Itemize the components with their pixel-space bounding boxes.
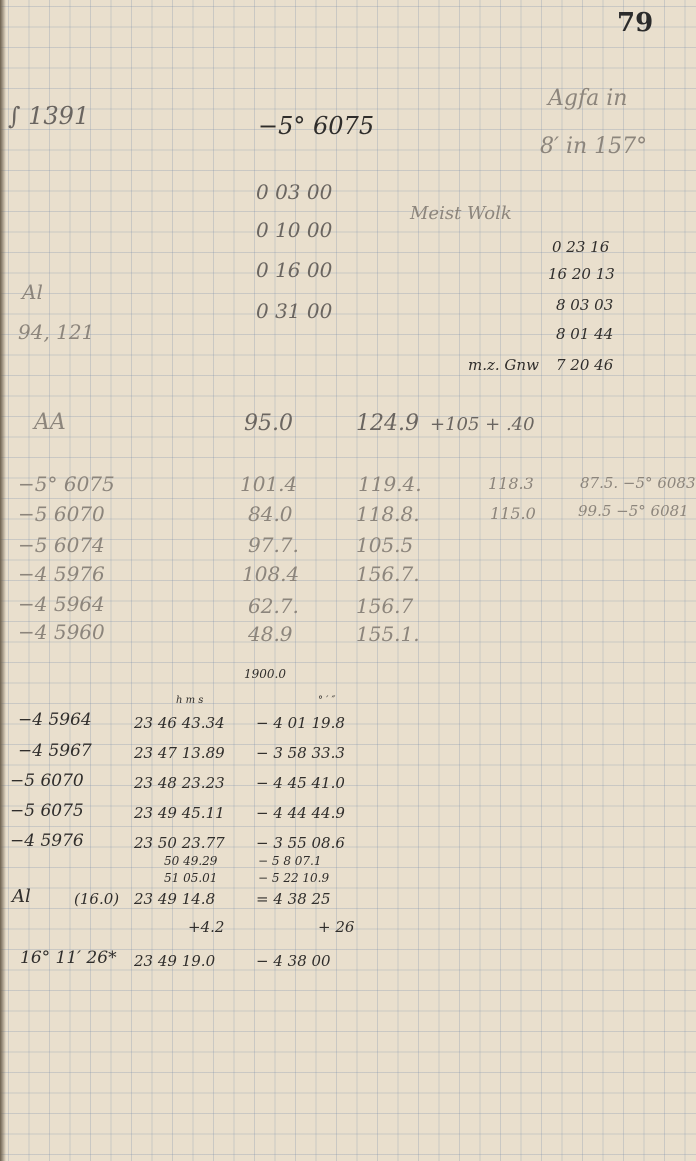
measure-a: 97.7. bbox=[248, 533, 299, 557]
observation-note: Meist Wolk bbox=[410, 203, 512, 224]
measure-star: −5 6074 bbox=[18, 533, 105, 557]
position-dec: − 4 01 19.8 bbox=[256, 714, 345, 732]
position-ra: 23 46 43.34 bbox=[134, 714, 225, 732]
measure-star: −4 5960 bbox=[18, 620, 105, 644]
measure-header-a: 95.0 bbox=[244, 411, 293, 436]
dec-units: ° ′ ″ bbox=[318, 695, 336, 706]
time-right-row: 8 01 44 bbox=[556, 325, 614, 343]
measure-header-b: 124.9 bbox=[356, 411, 419, 436]
result-dec: = 4 38 25 bbox=[256, 890, 331, 908]
measure-c: 118.3 bbox=[488, 474, 534, 493]
measure-b: 156.7. bbox=[356, 562, 420, 586]
position-star: −4 5976 bbox=[10, 831, 84, 851]
position-dec: − 3 55 08.6 bbox=[256, 834, 345, 852]
measures-label: AA bbox=[34, 410, 66, 435]
gmt-label: m.z. Gnw bbox=[468, 356, 539, 374]
position-ra: 23 49 45.11 bbox=[134, 804, 225, 822]
result-label: Al bbox=[12, 886, 31, 907]
position-subrow-dec: − 5 8 07.1 bbox=[258, 854, 322, 868]
header-left-ref: ∫ 1391 bbox=[8, 102, 90, 130]
measure-b: 156.7 bbox=[356, 594, 414, 618]
time-row: 0 16 00 bbox=[256, 258, 333, 282]
page-number: 79 bbox=[617, 8, 654, 38]
block-sublabel: 94, 121 bbox=[18, 320, 95, 344]
position-star: −5 6070 bbox=[10, 771, 84, 791]
measure-a: 101.4 bbox=[240, 472, 298, 496]
position-ra: 23 48 23.23 bbox=[134, 774, 225, 792]
measure-c: 115.0 bbox=[490, 504, 536, 523]
position-dec: − 4 44 44.9 bbox=[256, 804, 345, 822]
page-binding-edge bbox=[0, 0, 6, 1161]
result-epoch: (16.0) bbox=[74, 890, 120, 908]
measure-a: 48.9 bbox=[248, 622, 293, 646]
block-label: Al bbox=[22, 280, 43, 304]
header-center-value: −5° 6075 bbox=[258, 112, 375, 140]
position-star: −5 6075 bbox=[10, 801, 84, 821]
measure-d: 87.5. −5° 6083 bbox=[580, 474, 696, 492]
measure-b: 155.1. bbox=[356, 622, 420, 646]
measure-corrections: +105 + .40 bbox=[430, 414, 535, 435]
result-ra: 23 49 14.8 bbox=[134, 890, 216, 908]
position-ra: 23 47 13.89 bbox=[134, 744, 225, 762]
measure-d: 99.5 −5° 6081 bbox=[578, 502, 689, 520]
gmt-value: 7 20 46 bbox=[556, 356, 614, 374]
position-dec: − 4 45 41.0 bbox=[256, 774, 345, 792]
time-right-row: 16 20 13 bbox=[548, 265, 615, 283]
position-ra: 23 50 23.77 bbox=[134, 834, 225, 852]
measure-a: 108.4 bbox=[242, 562, 300, 586]
position-dec: − 3 58 33.3 bbox=[256, 744, 345, 762]
measure-b: 118.8. bbox=[356, 502, 420, 526]
position-star: −4 5967 bbox=[18, 741, 92, 761]
measure-a: 62.7. bbox=[248, 594, 299, 618]
header-right-line2: 8′ in 157° bbox=[540, 134, 648, 159]
time-row: 0 10 00 bbox=[256, 218, 333, 242]
final-dec: − 4 38 00 bbox=[256, 952, 331, 970]
time-row: 0 03 00 bbox=[256, 180, 333, 204]
position-star: −4 5964 bbox=[18, 710, 92, 730]
position-subrow-ra: 51 05.01 bbox=[164, 871, 218, 885]
final-time: 16° 11′ 26* bbox=[20, 948, 117, 968]
measure-b: 119.4. bbox=[358, 472, 422, 496]
measure-b: 105.5 bbox=[356, 533, 414, 557]
correction-dec: + 26 bbox=[318, 918, 355, 936]
measure-star: −5 6070 bbox=[18, 502, 105, 526]
epoch-label: 1900.0 bbox=[244, 667, 286, 681]
final-ra: 23 49 19.0 bbox=[134, 952, 216, 970]
time-row: 0 31 00 bbox=[256, 299, 333, 323]
measure-a: 84.0 bbox=[248, 502, 293, 526]
header-right-line1: Agfa in bbox=[548, 86, 628, 111]
measure-star: −4 5964 bbox=[18, 592, 105, 616]
measure-star: −5° 6075 bbox=[18, 472, 115, 496]
ra-units: h m s bbox=[176, 695, 204, 706]
measure-star: −4 5976 bbox=[18, 562, 105, 586]
correction-ra: +4.2 bbox=[188, 918, 225, 936]
position-subrow-ra: 50 49.29 bbox=[164, 854, 218, 868]
position-subrow-dec: − 5 22 10.9 bbox=[258, 871, 330, 885]
time-right-row: 8 03 03 bbox=[556, 296, 614, 314]
time-right-row: 0 23 16 bbox=[552, 238, 610, 256]
